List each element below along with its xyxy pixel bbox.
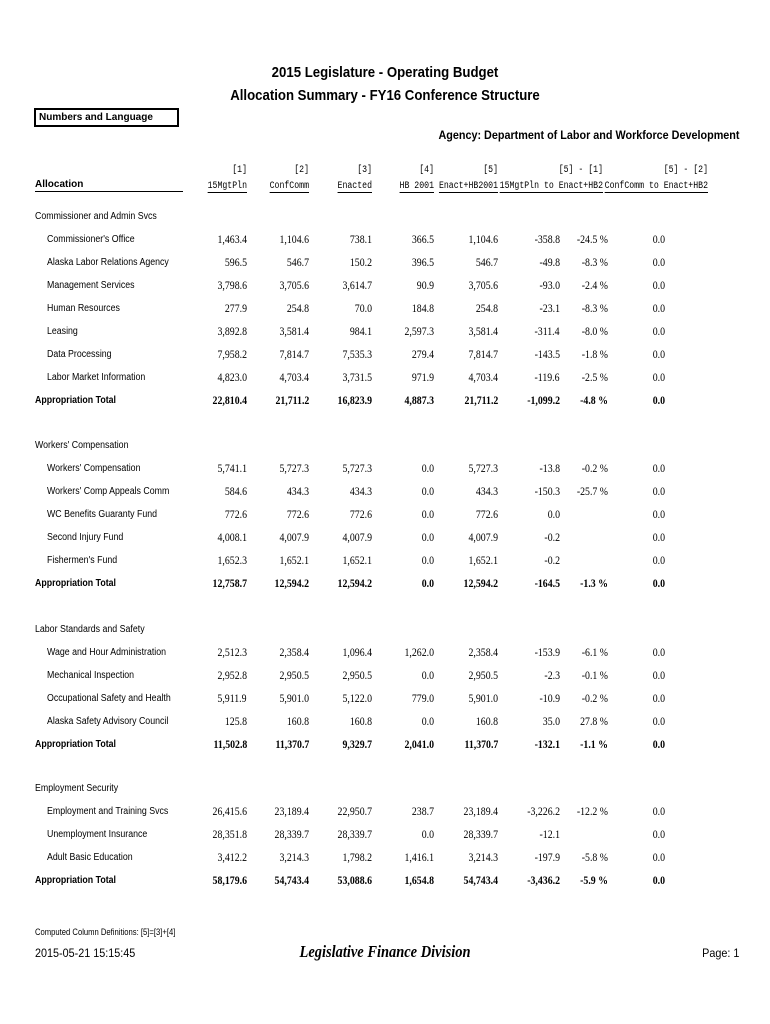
cell-p1: -6.1 % (581, 645, 608, 659)
table-row (0, 324, 770, 340)
cell-d2: 0.0 (652, 668, 665, 682)
cell-c1: 596.5 (224, 255, 247, 269)
table-row (0, 645, 770, 661)
cell-p1: -5.8 % (581, 850, 608, 864)
cell-d2: 0.0 (652, 370, 665, 384)
cell-c4: 1,416.1 (404, 850, 434, 864)
column-header-5 (383, 165, 498, 197)
column-label: 15MgtPln to Enact+HB2 (499, 181, 603, 192)
column-label: 15MgtPln (207, 181, 247, 192)
cell-c1: 125.8 (224, 714, 247, 728)
cell-p1: -0.1 % (581, 668, 608, 682)
row-label: Mechanical Inspection (47, 670, 135, 681)
cell-c4: 90.9 (416, 278, 434, 292)
cell-c3: 9,329.7 (342, 737, 372, 751)
row-label: Occupational Safety and Health (47, 693, 171, 704)
cell-c4: 0.0 (421, 827, 434, 841)
column-label: Enact+HB2001 (438, 181, 498, 192)
page-number: Page: 1 (701, 946, 739, 960)
cell-d2: 0.0 (652, 645, 665, 659)
cell-c5: 254.8 (475, 301, 498, 315)
cell-c1: 3,892.8 (217, 324, 247, 338)
row-label: Workers' Compensation (47, 463, 141, 474)
cell-d1: -12.1 (539, 827, 560, 841)
cell-p1: -4.8 % (580, 393, 608, 407)
cell-c4: 0.0 (421, 576, 434, 590)
cell-p1: 27.8 % (580, 714, 608, 728)
cell-c2: 21,711.2 (275, 393, 309, 407)
section-heading: Labor Standards and Safety (35, 624, 145, 635)
row-label: Unemployment Insurance (47, 829, 148, 840)
column-label: Enacted (337, 181, 372, 192)
cell-d2: 0.0 (652, 576, 665, 590)
cell-d1: -150.3 (534, 484, 560, 498)
cell-d2: 0.0 (652, 827, 665, 841)
row-label: Wage and Hour Administration (47, 647, 167, 658)
table-row (0, 347, 770, 363)
cell-d2: 0.0 (652, 301, 665, 315)
cell-c5: 2,950.5 (468, 668, 498, 682)
cell-c3: 1,798.2 (342, 850, 372, 864)
cell-c5: 160.8 (475, 714, 498, 728)
agency-label: Agency: Department of Labor and Workforce Development (437, 128, 739, 142)
cell-c2: 3,581.4 (279, 324, 309, 338)
column-label: ConfComm to Enact+HB2 (604, 181, 708, 192)
cell-c4: 366.5 (411, 232, 434, 246)
cell-c1: 3,412.2 (217, 850, 247, 864)
cell-d2: 0.0 (652, 691, 665, 705)
table-row (0, 301, 770, 317)
cell-c2: 4,007.9 (279, 530, 309, 544)
cell-p1: -2.4 % (581, 278, 608, 292)
cell-p1: -8.3 % (581, 255, 608, 269)
cell-c3: 150.2 (349, 255, 372, 269)
cell-c1: 4,823.0 (217, 370, 247, 384)
cell-d1: -132.1 (534, 737, 560, 751)
report-subtitle: Allocation Summary - FY16 Conference Structure (230, 87, 540, 104)
cell-d1: -3,436.2 (527, 873, 560, 887)
cell-c2: 11,370.7 (275, 737, 309, 751)
cell-c1: 3,798.6 (217, 278, 247, 292)
cell-d1: -197.9 (534, 850, 560, 864)
cell-c3: 434.3 (349, 484, 372, 498)
allocation-header: Allocation (35, 179, 183, 192)
cell-c2: 160.8 (286, 714, 309, 728)
column-number: [1] (232, 165, 247, 176)
cell-c3: 1,652.1 (342, 553, 372, 567)
report-title: 2015 Legislature - Operating Budget (271, 64, 499, 81)
cell-c3: 738.1 (349, 232, 372, 246)
cell-c3: 4,007.9 (342, 530, 372, 544)
cell-d2: 0.0 (652, 484, 665, 498)
appropriation-total-row (0, 393, 770, 409)
column-number: [4] (419, 165, 434, 176)
column-label: HB 2001 (399, 181, 434, 192)
cell-p1: -25.7 % (576, 484, 608, 498)
cell-p1: -5.9 % (580, 873, 608, 887)
appropriation-total-row (0, 576, 770, 592)
cell-c3: 5,727.3 (342, 461, 372, 475)
cell-c5: 5,901.0 (468, 691, 498, 705)
cell-c3: 160.8 (349, 714, 372, 728)
cell-c4: 971.9 (411, 370, 434, 384)
cell-d1: -0.2 (544, 530, 560, 544)
cell-c1: 28,351.8 (212, 827, 247, 841)
row-label: WC Benefits Guaranty Fund (47, 509, 158, 520)
cell-c3: 22,950.7 (337, 804, 372, 818)
cell-d2: 0.0 (652, 850, 665, 864)
cell-c2: 7,814.7 (279, 347, 309, 361)
cell-d1: -119.6 (534, 370, 560, 384)
cell-c5: 54,743.4 (463, 873, 498, 887)
cell-d1: 0.0 (547, 507, 560, 521)
cell-c1: 58,179.6 (212, 873, 247, 887)
row-label: Leasing (47, 326, 78, 337)
appropriation-total-row (0, 873, 770, 889)
cell-p1: -0.2 % (581, 691, 608, 705)
cell-p1: -0.2 % (581, 461, 608, 475)
table-row (0, 507, 770, 523)
row-label: Alaska Safety Advisory Council (47, 716, 169, 727)
cell-c5: 772.6 (475, 507, 498, 521)
row-label: Labor Market Information (47, 372, 146, 383)
cell-d1: -1,099.2 (527, 393, 560, 407)
table-row (0, 255, 770, 271)
cell-d1: -49.8 (539, 255, 560, 269)
cell-c4: 0.0 (421, 714, 434, 728)
column-label: ConfComm (269, 181, 309, 192)
cell-c1: 5,741.1 (217, 461, 247, 475)
cell-p1: -1.1 % (580, 737, 608, 751)
cell-c3: 772.6 (349, 507, 372, 521)
row-label: Appropriation Total (35, 578, 116, 589)
cell-c4: 2,041.0 (404, 737, 434, 751)
cell-p1: -8.3 % (581, 301, 608, 315)
cell-c4: 0.0 (421, 668, 434, 682)
row-label: Workers' Comp Appeals Comm (47, 486, 170, 497)
cell-c3: 16,823.9 (337, 393, 372, 407)
row-label: Appropriation Total (35, 875, 116, 886)
section-heading: Workers' Compensation (35, 440, 129, 451)
cell-c5: 1,652.1 (468, 553, 498, 567)
cell-c3: 984.1 (349, 324, 372, 338)
timestamp: 2015-05-21 15:15:45 (35, 946, 136, 960)
table-row (0, 530, 770, 546)
cell-c4: 0.0 (421, 461, 434, 475)
cell-c5: 7,814.7 (468, 347, 498, 361)
cell-d1: -93.0 (539, 278, 560, 292)
cell-p1: -1.8 % (581, 347, 608, 361)
cell-d2: 0.0 (652, 530, 665, 544)
cell-c1: 2,512.3 (217, 645, 247, 659)
table-row (0, 668, 770, 684)
cell-d1: -164.5 (534, 576, 560, 590)
cell-d1: -153.9 (534, 645, 560, 659)
cell-c3: 53,088.6 (337, 873, 372, 887)
cell-d2: 0.0 (652, 507, 665, 521)
row-label: Alaska Labor Relations Agency (47, 257, 169, 268)
table-row (0, 850, 770, 866)
cell-d1: -0.2 (544, 553, 560, 567)
cell-c4: 1,262.0 (404, 645, 434, 659)
cell-d1: -13.8 (539, 461, 560, 475)
cell-c4: 0.0 (421, 484, 434, 498)
cell-c1: 1,652.3 (217, 553, 247, 567)
cell-c5: 546.7 (475, 255, 498, 269)
row-label: Management Services (47, 280, 135, 291)
cell-c3: 7,535.3 (342, 347, 372, 361)
cell-d1: -23.1 (539, 301, 560, 315)
table-row (0, 827, 770, 843)
cell-c4: 279.4 (411, 347, 434, 361)
cell-d2: 0.0 (652, 737, 665, 751)
cell-p1: -2.5 % (581, 370, 608, 384)
row-label: Appropriation Total (35, 739, 116, 750)
cell-d2: 0.0 (652, 324, 665, 338)
table-row (0, 370, 770, 386)
column-definitions: Computed Column Definitions: [5]=[3]+[4] (35, 927, 176, 937)
cell-c2: 3,705.6 (279, 278, 309, 292)
cell-c3: 1,096.4 (342, 645, 372, 659)
column-number: [5] - [1] (558, 165, 603, 176)
row-label: Appropriation Total (35, 395, 116, 406)
cell-p1: -8.0 % (581, 324, 608, 338)
cell-c4: 1,654.8 (404, 873, 434, 887)
row-label: Fishermen's Fund (47, 555, 118, 566)
cell-c4: 0.0 (421, 507, 434, 521)
cell-c1: 4,008.1 (217, 530, 247, 544)
cell-d2: 0.0 (652, 232, 665, 246)
appropriation-total-row (0, 737, 770, 753)
division-name: Legislative Finance Division (299, 942, 471, 961)
cell-d1: -10.9 (539, 691, 560, 705)
cell-c4: 184.8 (411, 301, 434, 315)
cell-d2: 0.0 (652, 553, 665, 567)
section-heading: Employment Security (35, 783, 119, 794)
cell-c1: 2,952.8 (217, 668, 247, 682)
cell-c5: 1,104.6 (468, 232, 498, 246)
cell-c5: 3,581.4 (468, 324, 498, 338)
cell-d2: 0.0 (652, 393, 665, 407)
cell-d1: -143.5 (534, 347, 560, 361)
cell-d1: 35.0 (542, 714, 560, 728)
column-header-6 (488, 165, 603, 197)
cell-c1: 7,958.2 (217, 347, 247, 361)
cell-c1: 277.9 (224, 301, 247, 315)
column-header-7 (593, 165, 708, 197)
cell-c3: 28,339.7 (337, 827, 372, 841)
cell-c1: 772.6 (224, 507, 247, 521)
cell-c3: 3,614.7 (342, 278, 372, 292)
row-label: Data Processing (47, 349, 112, 360)
section-heading: Commissioner and Admin Svcs (35, 211, 157, 222)
cell-c2: 546.7 (286, 255, 309, 269)
cell-d1: -3,226.2 (527, 804, 560, 818)
cell-c1: 26,415.6 (212, 804, 247, 818)
cell-c5: 5,727.3 (468, 461, 498, 475)
cell-c1: 1,463.4 (217, 232, 247, 246)
cell-c3: 12,594.2 (337, 576, 372, 590)
table-row (0, 232, 770, 248)
row-label: Employment and Training Svcs (47, 806, 169, 817)
cell-c5: 23,189.4 (463, 804, 498, 818)
cell-c3: 5,122.0 (342, 691, 372, 705)
cell-c4: 238.7 (411, 804, 434, 818)
cell-d1: -358.8 (534, 232, 560, 246)
cell-d2: 0.0 (652, 278, 665, 292)
cell-c2: 28,339.7 (274, 827, 309, 841)
cell-p1: -1.3 % (580, 576, 608, 590)
cell-c5: 3,214.3 (468, 850, 498, 864)
cell-p1: -12.2 % (576, 804, 608, 818)
table-row (0, 461, 770, 477)
cell-c3: 70.0 (354, 301, 372, 315)
table-row (0, 714, 770, 730)
cell-c5: 21,711.2 (464, 393, 498, 407)
cell-c2: 5,901.0 (279, 691, 309, 705)
cell-c1: 584.6 (224, 484, 247, 498)
cell-c4: 4,887.3 (404, 393, 434, 407)
cell-c4: 2,597.3 (404, 324, 434, 338)
cell-c4: 0.0 (421, 530, 434, 544)
cell-c2: 2,950.5 (279, 668, 309, 682)
cell-c2: 772.6 (286, 507, 309, 521)
table-row (0, 278, 770, 294)
row-label: Adult Basic Education (47, 852, 133, 863)
cell-c4: 779.0 (411, 691, 434, 705)
cell-c2: 2,358.4 (279, 645, 309, 659)
cell-c1: 22,810.4 (212, 393, 247, 407)
cell-c2: 1,104.6 (279, 232, 309, 246)
cell-d2: 0.0 (652, 461, 665, 475)
column-number: [2] (294, 165, 309, 176)
cell-c2: 1,652.1 (279, 553, 309, 567)
row-label: Human Resources (47, 303, 120, 314)
numbers-language-box: Numbers and Language (34, 108, 179, 127)
cell-d2: 0.0 (652, 804, 665, 818)
cell-c2: 5,727.3 (279, 461, 309, 475)
cell-d1: -311.4 (534, 324, 560, 338)
column-number: [5] (483, 165, 498, 176)
cell-c4: 396.5 (411, 255, 434, 269)
table-row (0, 553, 770, 569)
cell-c5: 3,705.6 (468, 278, 498, 292)
cell-c2: 434.3 (286, 484, 309, 498)
cell-c5: 28,339.7 (463, 827, 498, 841)
cell-c5: 12,594.2 (463, 576, 498, 590)
cell-d2: 0.0 (652, 255, 665, 269)
table-row (0, 484, 770, 500)
row-label: Second Injury Fund (47, 532, 124, 543)
cell-c3: 2,950.5 (342, 668, 372, 682)
cell-c5: 434.3 (475, 484, 498, 498)
cell-d2: 0.0 (652, 714, 665, 728)
cell-c2: 54,743.4 (274, 873, 309, 887)
cell-d2: 0.0 (652, 347, 665, 361)
cell-c2: 12,594.2 (274, 576, 309, 590)
cell-c1: 12,758.7 (212, 576, 247, 590)
table-row (0, 691, 770, 707)
row-label: Commissioner's Office (47, 234, 135, 245)
cell-c5: 2,358.4 (468, 645, 498, 659)
column-number: [5] - [2] (663, 165, 708, 176)
cell-d2: 0.0 (652, 873, 665, 887)
cell-p1: -24.5 % (576, 232, 608, 246)
column-number: [3] (357, 165, 372, 176)
cell-c2: 3,214.3 (279, 850, 309, 864)
cell-c2: 4,703.4 (279, 370, 309, 384)
cell-c5: 4,703.4 (468, 370, 498, 384)
cell-d1: -2.3 (544, 668, 560, 682)
cell-c1: 11,502.8 (213, 737, 247, 751)
cell-c2: 254.8 (286, 301, 309, 315)
cell-c1: 5,911.9 (217, 691, 247, 705)
table-row (0, 804, 770, 820)
cell-c3: 3,731.5 (342, 370, 372, 384)
cell-c5: 11,370.7 (464, 737, 498, 751)
cell-c4: 0.0 (421, 553, 434, 567)
cell-c5: 4,007.9 (468, 530, 498, 544)
cell-c2: 23,189.4 (274, 804, 309, 818)
